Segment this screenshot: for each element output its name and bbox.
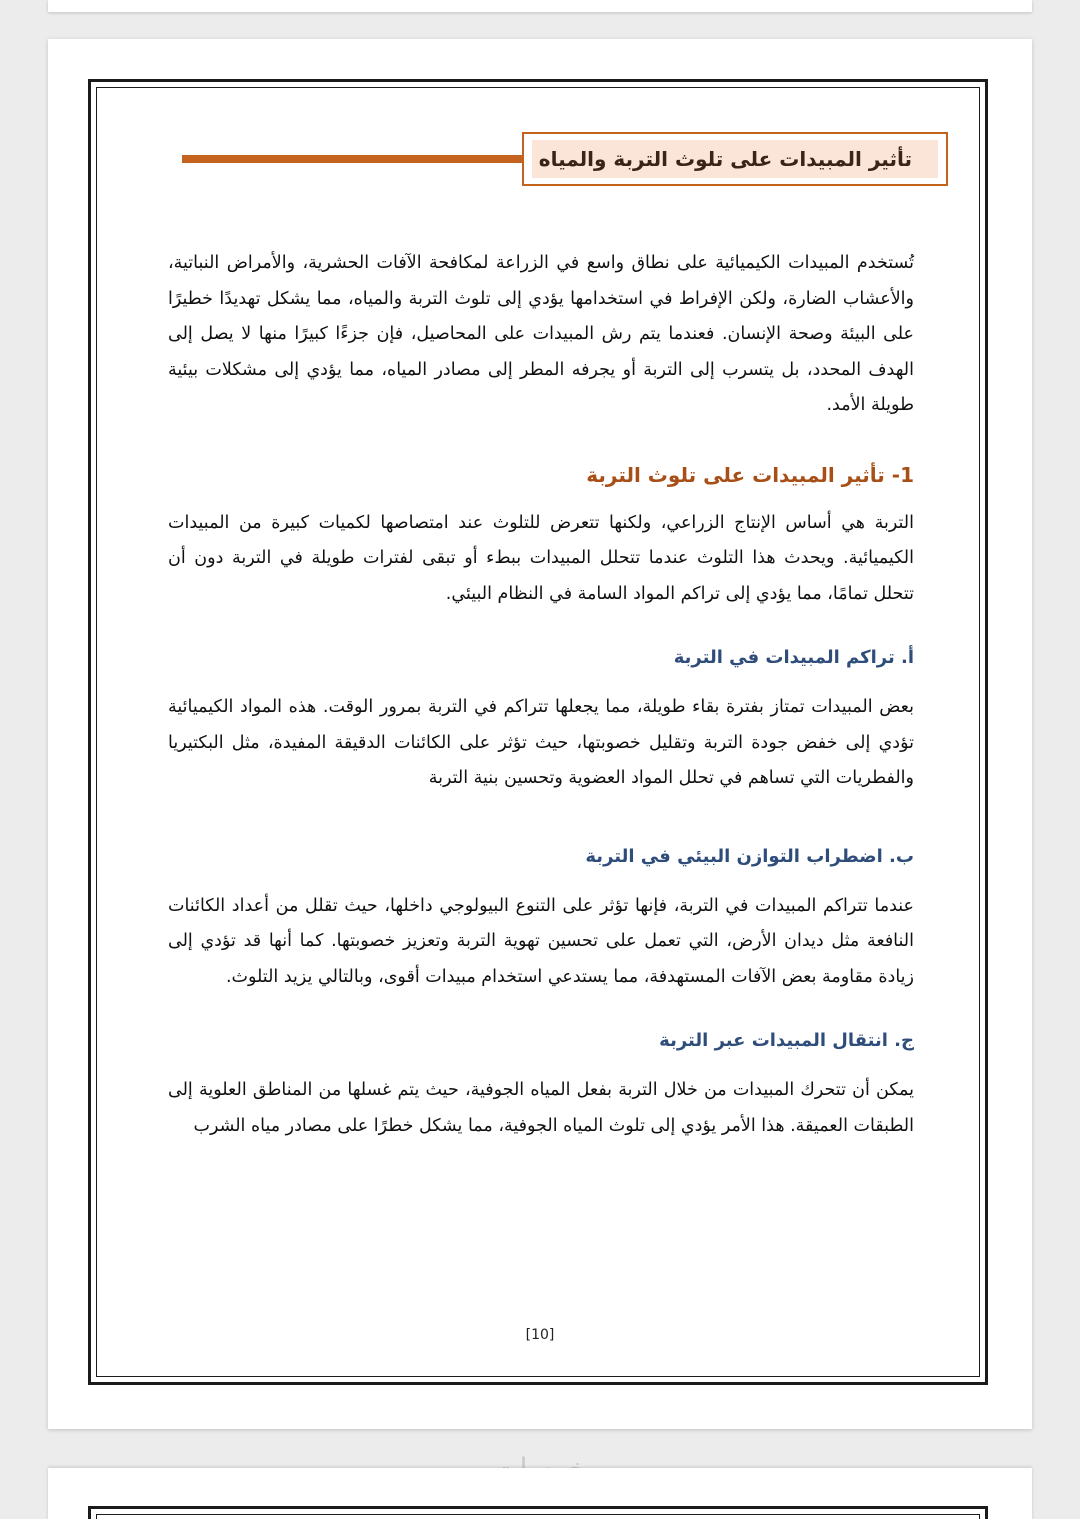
section-1-heading: 1- تأثير المبيدات على تلوث التربة bbox=[586, 462, 914, 487]
page-content bbox=[168, 246, 914, 1144]
section-1-paragraph: التربة هي أساس الإنتاج الزراعي، ولكنها تتعرض للتلوث عند امتصاصها لكميات كبيرة من المبيدات الكيميائية. ويحدث هذا التلوث عندما تتحلل المبيدات ببطء أو تبقى لفترات طويلة في التربة دون أن تتحلل تمامًا، مما يؤدي إلى تراكم المواد السامة في النظام البيئي. bbox=[168, 512, 914, 604]
title-box bbox=[522, 132, 948, 186]
intro-paragraph: تُستخدم المبيدات الكيميائية على نطاق واسع في الزراعة لمكافحة الآفات الحشرية، والأمراض النباتية، والأعشاب الضارة، ولكن الإفراط في استخدامها يؤدي إلى تلوث التربة والمياه، مما يشكل تهديدًا خطيرًا على البيئة وصحة الإنسان. فعندما يتم رش المبيدات على المحاصيل، فإن جزءًا كبيرًا منها لا يصل إلى الهدف المحدد، بل يتسرب إلى التربة أو يجرفه المطر إلى مصادر المياه، مما يؤدي إلى مشكلات بيئية طويلة الأمد. bbox=[168, 253, 914, 415]
subsection-b-paragraph: عندما تتراكم المبيدات في التربة، فإنها تؤثر على التنوع البيولوجي داخلها، حيث تقلل من أعداد الكائنات النافعة مثل ديدان الأرض، التي تعمل على تحسين تهوية التربة وتعزيز خصوبتها. كما أنها قد تؤدي إلى زيادة مقاومة بعض الآفات المستهدفة، مما يستدعي استخدام مبيدات أقوى، وبالتالي يزيد التلوث. bbox=[168, 895, 914, 987]
subsection-b-heading: ب. اضطراب التوازن البيئي في التربة bbox=[585, 845, 914, 867]
next-page-border-inner bbox=[96, 1514, 980, 1519]
subsection-c-heading: ج. انتقال المبيدات عبر التربة bbox=[659, 1030, 914, 1051]
subsection-c-paragraph: يمكن أن تتحرك المبيدات من خلال التربة بفعل المياه الجوفية، حيث يتم غسلها من المناطق العلوية إلى الطبقات العميقة. هذا الأمر يؤدي إلى تلوث المياه الجوفية، مما يشكل خطرًا على مصادر مياه الشرب bbox=[168, 1080, 914, 1136]
subsection-a-paragraph: بعض المبيدات تمتاز بفترة بقاء طويلة، مما يجعلها تتراكم في التربة بمرور الوقت. هذه المواد الكيميائية تؤدي إلى خفض جودة التربة وتقليل خصوبتها، حيث تؤثر على الكائنات الدقيقة المفيدة، مثل البكتيريا والفطريات التي تساهم في تحلل المواد العضوية وتحسين بنية التربة bbox=[168, 697, 914, 788]
subsection-a-heading: أ. تراكم المبيدات في التربة bbox=[673, 647, 914, 668]
next-page-border bbox=[88, 1506, 988, 1519]
page-number: [10] bbox=[525, 1327, 555, 1343]
next-page-edge bbox=[48, 1468, 1032, 1519]
previous-page-edge bbox=[48, 0, 1032, 12]
page-title: تأثير المبيدات على تلوث التربة والمياه bbox=[532, 140, 938, 178]
title-decorative-line bbox=[182, 155, 527, 163]
document-page bbox=[48, 39, 1032, 1429]
